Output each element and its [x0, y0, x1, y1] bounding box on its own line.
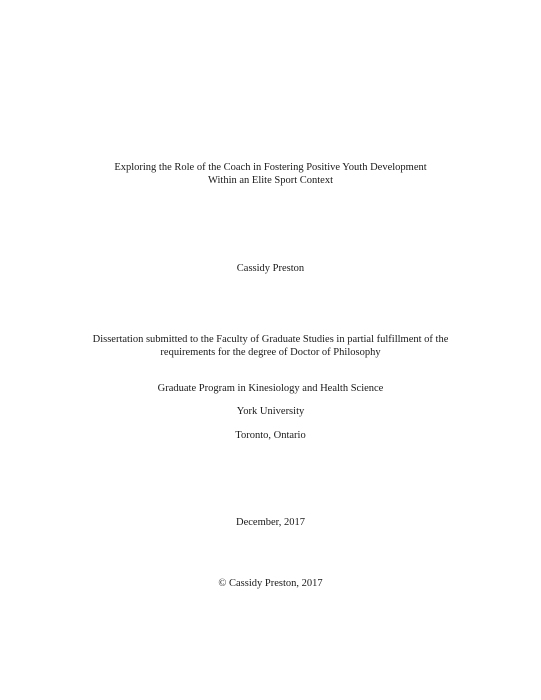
- copyright-notice: © Cassidy Preston, 2017: [218, 578, 323, 589]
- submission-statement-line-2: requirements for the degree of Doctor of Philosophy: [160, 347, 381, 358]
- submission-date: December, 2017: [236, 517, 305, 528]
- submission-statement-line-1: Dissertation submitted to the Faculty of Graduate Studies in partial fulfillment of the: [92, 334, 449, 345]
- university-location: Toronto, Ontario: [235, 430, 306, 441]
- graduate-program: Graduate Program in Kinesiology and Health Science: [157, 383, 384, 394]
- dissertation-title-line-2: Within an Elite Sport Context: [208, 175, 333, 186]
- author-name: Cassidy Preston: [236, 263, 305, 274]
- university-name: York University: [236, 406, 305, 417]
- dissertation-title-line-1: Exploring the Role of the Coach in Fostering Positive Youth Development: [114, 162, 427, 173]
